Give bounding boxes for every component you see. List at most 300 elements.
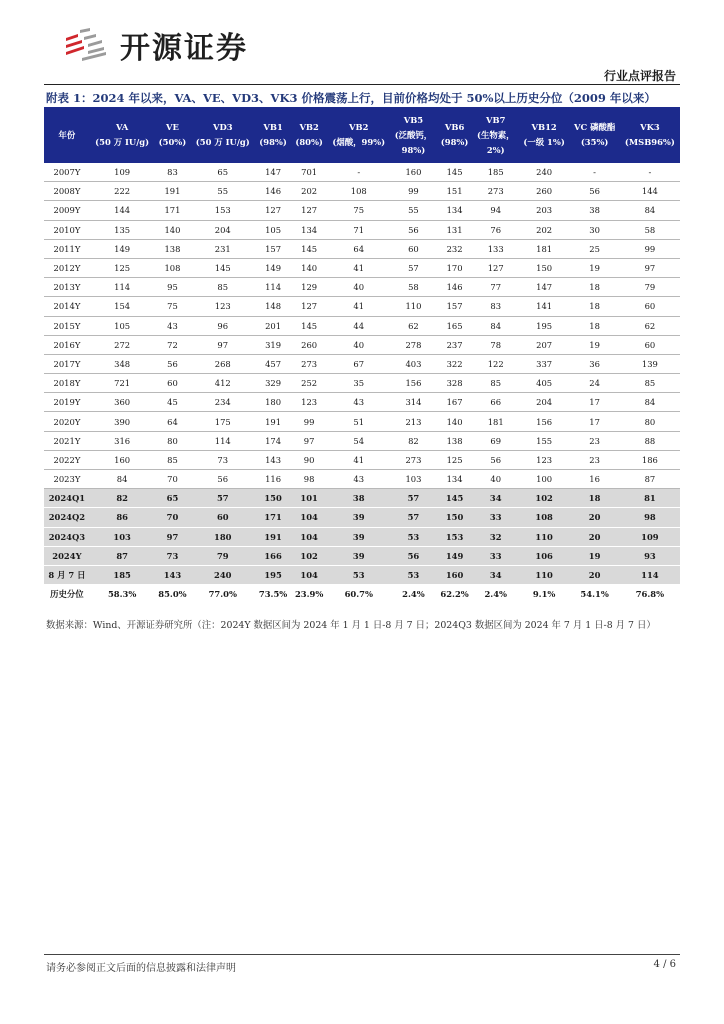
column-header — [44, 107, 90, 163]
table-cell: 273 — [291, 354, 327, 373]
table-row — [44, 431, 680, 450]
column-header-line: 98%) — [401, 144, 426, 155]
row-label-cell: 2012Y — [44, 258, 90, 277]
table-cell: 85.0% — [154, 585, 190, 604]
table-cell: 273 — [390, 450, 436, 469]
table-cell: - — [569, 163, 619, 182]
table-cell: 195 — [255, 565, 291, 584]
column-header-line: VA — [115, 122, 129, 132]
table-cell: 75 — [154, 297, 190, 316]
column-header-line: (泛酸钙， — [394, 129, 433, 140]
table-cell: 337 — [519, 354, 570, 373]
table-cell: 56 — [390, 546, 436, 565]
highlight-row — [44, 546, 680, 565]
table-cell: 145 — [291, 316, 327, 335]
column-header-line: (98%) — [440, 137, 469, 147]
table-cell: 191 — [255, 527, 291, 546]
table-cell: 127 — [291, 201, 327, 220]
table-cell: 60 — [620, 335, 680, 354]
table-cell: 390 — [90, 412, 155, 431]
table-cell: 171 — [154, 201, 190, 220]
table-cell: 97 — [190, 335, 255, 354]
table-cell: 40 — [473, 470, 519, 489]
column-header — [291, 107, 327, 163]
table-cell: 30 — [569, 220, 619, 239]
table-cell: 134 — [291, 220, 327, 239]
table-cell: 144 — [90, 201, 155, 220]
table-cell: 134 — [437, 201, 473, 220]
table-cell: 329 — [255, 374, 291, 393]
table-cell: 90 — [291, 450, 327, 469]
table-cell: 181 — [473, 412, 519, 431]
table-cell: 57 — [390, 258, 436, 277]
column-header — [519, 107, 570, 163]
row-label-cell: 2015Y — [44, 316, 90, 335]
table-cell: 114 — [255, 278, 291, 297]
table-row — [44, 374, 680, 393]
table-cell: 2.4% — [473, 585, 519, 604]
table-cell: 64 — [154, 412, 190, 431]
table-cell: 278 — [390, 335, 436, 354]
logo-text: 开源证券 — [120, 31, 248, 66]
table-cell: 98 — [620, 508, 680, 527]
table-cell: 84 — [620, 201, 680, 220]
table-row — [44, 239, 680, 258]
row-label-cell: 2022Y — [44, 450, 90, 469]
table-row — [44, 182, 680, 201]
table-cell: 88 — [620, 431, 680, 450]
table-cell: 18 — [569, 316, 619, 335]
table-cell: 56 — [390, 220, 436, 239]
table-cell: 66 — [473, 393, 519, 412]
table-cell: 82 — [90, 489, 155, 508]
table-cell: 319 — [255, 335, 291, 354]
table-cell: 97 — [154, 527, 190, 546]
table-cell: 146 — [437, 278, 473, 297]
table-row — [44, 470, 680, 489]
table-cell: 62 — [390, 316, 436, 335]
table-cell: 102 — [291, 546, 327, 565]
table-cell: 412 — [190, 374, 255, 393]
table-cell: 360 — [90, 393, 155, 412]
table-cell: 82 — [390, 431, 436, 450]
table-cell: 99 — [291, 412, 327, 431]
table-cell: 134 — [437, 470, 473, 489]
table-row — [44, 393, 680, 412]
table-cell: 160 — [437, 565, 473, 584]
table-cell: 165 — [437, 316, 473, 335]
table-cell: 70 — [154, 470, 190, 489]
table-cell: 103 — [90, 527, 155, 546]
table-cell: 721 — [90, 374, 155, 393]
table-cell: 106 — [519, 546, 570, 565]
table-cell: 145 — [437, 163, 473, 182]
table-cell: 98 — [291, 470, 327, 489]
table-cell: 34 — [473, 489, 519, 508]
row-label-cell: 2024Q2 — [44, 508, 90, 527]
row-label-cell: 2023Y — [44, 470, 90, 489]
table-cell: 207 — [519, 335, 570, 354]
header-divider — [44, 84, 680, 85]
column-header — [569, 107, 619, 163]
table-cell: 104 — [291, 508, 327, 527]
table-cell: 65 — [154, 489, 190, 508]
table-cell: 76.8% — [620, 585, 680, 604]
table-cell: 181 — [519, 239, 570, 258]
table-cell: 174 — [255, 431, 291, 450]
table-cell: 64 — [327, 239, 390, 258]
column-header-line: VD3 — [212, 122, 233, 132]
table-cell: 108 — [519, 508, 570, 527]
table-cell: 72 — [154, 335, 190, 354]
column-header-line: (98%) — [259, 137, 287, 147]
table-cell: 170 — [437, 258, 473, 277]
column-header-line: VB12 — [531, 122, 557, 132]
table-cell: 145 — [291, 239, 327, 258]
table-cell: 316 — [90, 431, 155, 450]
history-percentile-row — [44, 585, 680, 604]
column-header — [327, 107, 390, 163]
table-cell: 40 — [327, 278, 390, 297]
table-cell: 87 — [620, 470, 680, 489]
table-cell: 123 — [519, 450, 570, 469]
table-cell: 105 — [90, 316, 155, 335]
column-header-line: (50 万 IU/g) — [195, 137, 250, 147]
table-cell: 54.1% — [569, 585, 619, 604]
table-cell: 33 — [473, 508, 519, 527]
table-header-row — [44, 107, 680, 163]
table-cell: 108 — [154, 258, 190, 277]
table-cell: 39 — [327, 546, 390, 565]
column-header-line: (35%) — [580, 137, 609, 147]
table-cell: 41 — [327, 450, 390, 469]
table-cell: 38 — [569, 201, 619, 220]
table-row — [44, 201, 680, 220]
table-cell: 348 — [90, 354, 155, 373]
report-type: 行业点评报告 — [603, 69, 676, 83]
row-label-cell: 2024Q1 — [44, 489, 90, 508]
table-cell: 83 — [473, 297, 519, 316]
table-cell: 138 — [437, 431, 473, 450]
table-cell: 157 — [255, 239, 291, 258]
table-cell: 204 — [519, 393, 570, 412]
table-cell: 180 — [190, 527, 255, 546]
table-cell: 171 — [255, 508, 291, 527]
table-row — [44, 354, 680, 373]
column-header-line: VK3 — [640, 122, 660, 132]
table-cell: 53 — [390, 527, 436, 546]
table-cell: 148 — [255, 297, 291, 316]
table-cell: 191 — [255, 412, 291, 431]
table-cell: 145 — [190, 258, 255, 277]
column-header — [90, 107, 155, 163]
table-cell: 76 — [473, 220, 519, 239]
table-cell: 51 — [327, 412, 390, 431]
table-cell: 32 — [473, 527, 519, 546]
table-cell: 150 — [255, 489, 291, 508]
table-cell: 2.4% — [390, 585, 436, 604]
table-cell: 143 — [255, 450, 291, 469]
table-cell: 154 — [90, 297, 155, 316]
table-cell: 75 — [327, 201, 390, 220]
table-cell: 57 — [390, 508, 436, 527]
table-cell: 57 — [190, 489, 255, 508]
row-label-cell: 2020Y — [44, 412, 90, 431]
page-number: 4 / 6 — [653, 959, 676, 970]
column-header — [390, 107, 436, 163]
table-cell: 54 — [327, 431, 390, 450]
table-row — [44, 316, 680, 335]
table-cell: 127 — [291, 297, 327, 316]
table-cell: 101 — [291, 489, 327, 508]
table-cell: 109 — [620, 527, 680, 546]
row-label-cell: 2024Y — [44, 546, 90, 565]
table-cell: 84 — [473, 316, 519, 335]
row-label-cell: 2014Y — [44, 297, 90, 316]
table-body — [44, 163, 680, 603]
company-logo — [60, 22, 280, 68]
row-label-cell: 历史分位 — [44, 585, 90, 604]
footer-divider — [44, 954, 680, 955]
row-label-cell: 2011Y — [44, 239, 90, 258]
table-cell: 149 — [90, 239, 155, 258]
table-cell: 71 — [327, 220, 390, 239]
table-cell: 100 — [519, 470, 570, 489]
table-cell: 20 — [569, 565, 619, 584]
table-cell: 701 — [291, 163, 327, 182]
table-cell: 141 — [519, 297, 570, 316]
column-header-line: (生物素， — [476, 129, 515, 140]
table-cell: 58 — [390, 278, 436, 297]
table-cell: 60 — [390, 239, 436, 258]
table-cell: 151 — [437, 182, 473, 201]
table-cell: 97 — [620, 258, 680, 277]
highlight-row — [44, 565, 680, 584]
table-cell: 114 — [190, 431, 255, 450]
table-cell: 93 — [620, 546, 680, 565]
table-cell: 97 — [291, 431, 327, 450]
column-header-line: VB1 — [263, 122, 283, 132]
table-cell: 153 — [190, 201, 255, 220]
table-cell: 36 — [569, 354, 619, 373]
table-cell: 60 — [620, 297, 680, 316]
table-cell: 149 — [437, 546, 473, 565]
table-cell: 166 — [255, 546, 291, 565]
table-cell: 96 — [190, 316, 255, 335]
table-cell: 203 — [519, 201, 570, 220]
highlight-row — [44, 489, 680, 508]
table-cell: 53 — [390, 565, 436, 584]
row-label-cell: 8 月 7 日 — [44, 565, 90, 584]
column-header-line: VB7 — [486, 114, 506, 125]
table-cell: 94 — [473, 201, 519, 220]
table-cell: 65 — [190, 163, 255, 182]
table-cell: 79 — [190, 546, 255, 565]
table-cell: 133 — [473, 239, 519, 258]
row-label-cell: 2016Y — [44, 335, 90, 354]
table-caption: 附表 1：2024 年以来，VA、VE、VD3、VK3 价格震荡上行，目前价格均处于 50%以上历史分位（2009 年以来） — [46, 91, 656, 105]
column-header-line: VB5 — [403, 114, 424, 125]
table-cell: 123 — [291, 393, 327, 412]
column-header-line: (一级 1%) — [523, 137, 565, 147]
table-cell: 19 — [569, 546, 619, 565]
table-cell: 56 — [190, 470, 255, 489]
column-header-line: VC 磷酸酯 — [573, 122, 616, 132]
column-header-line: 2%) — [486, 144, 505, 155]
row-label-cell: 2021Y — [44, 431, 90, 450]
table-cell: 79 — [620, 278, 680, 297]
table-cell: 24 — [569, 374, 619, 393]
table-cell: 85 — [473, 374, 519, 393]
table-cell: 78 — [473, 335, 519, 354]
table-cell: 125 — [437, 450, 473, 469]
table-cell: 150 — [519, 258, 570, 277]
table-cell: 9.1% — [519, 585, 570, 604]
table-cell: 95 — [154, 278, 190, 297]
table-cell: 260 — [291, 335, 327, 354]
table-cell: 240 — [519, 163, 570, 182]
table-cell: 140 — [437, 412, 473, 431]
table-cell: 23 — [569, 450, 619, 469]
table-cell: 160 — [90, 450, 155, 469]
table-cell: 135 — [90, 220, 155, 239]
table-cell: 156 — [390, 374, 436, 393]
column-header — [154, 107, 190, 163]
table-cell: 73.5% — [255, 585, 291, 604]
table-cell: 39 — [327, 527, 390, 546]
table-cell: 160 — [390, 163, 436, 182]
table-cell: 41 — [327, 258, 390, 277]
table-cell: 25 — [569, 239, 619, 258]
table-cell: 108 — [327, 182, 390, 201]
table-cell: 157 — [437, 297, 473, 316]
table-row — [44, 450, 680, 469]
table-cell: 19 — [569, 335, 619, 354]
table-cell: 41 — [327, 297, 390, 316]
table-cell: 186 — [620, 450, 680, 469]
column-header-line: VB6 — [444, 122, 465, 132]
table-cell: 23 — [569, 431, 619, 450]
table-cell: 87 — [90, 546, 155, 565]
table-cell: 33 — [473, 546, 519, 565]
table-cell: 40 — [327, 335, 390, 354]
table-cell: 231 — [190, 239, 255, 258]
table-cell: 80 — [154, 431, 190, 450]
table-cell: 43 — [327, 393, 390, 412]
row-label-cell: 2019Y — [44, 393, 90, 412]
table-cell: 114 — [90, 278, 155, 297]
table-row — [44, 163, 680, 182]
table-cell: 84 — [90, 470, 155, 489]
table-cell: 222 — [90, 182, 155, 201]
table-cell: 103 — [390, 470, 436, 489]
table-cell: 60 — [154, 374, 190, 393]
table-row — [44, 297, 680, 316]
table-cell: 56 — [569, 182, 619, 201]
table-cell: 153 — [437, 527, 473, 546]
table-cell: 139 — [620, 354, 680, 373]
table-cell: 34 — [473, 565, 519, 584]
table-cell: 175 — [190, 412, 255, 431]
table-cell: 260 — [519, 182, 570, 201]
table-cell: 234 — [190, 393, 255, 412]
table-cell: 131 — [437, 220, 473, 239]
table-cell: 53 — [327, 565, 390, 584]
table-cell: 185 — [90, 565, 155, 584]
table-cell: 167 — [437, 393, 473, 412]
table-cell: 60.7% — [327, 585, 390, 604]
table-cell: 73 — [190, 450, 255, 469]
table-cell: 146 — [255, 182, 291, 201]
table-cell: 86 — [90, 508, 155, 527]
column-header — [473, 107, 519, 163]
table-row — [44, 335, 680, 354]
table-cell: 70 — [154, 508, 190, 527]
table-cell: 77 — [473, 278, 519, 297]
column-header — [255, 107, 291, 163]
column-header-line: (50%) — [158, 137, 187, 147]
table-cell: 273 — [473, 182, 519, 201]
table-cell: 123 — [190, 297, 255, 316]
table-cell: 83 — [154, 163, 190, 182]
table-cell: 85 — [154, 450, 190, 469]
column-header-line: VB2 — [299, 122, 319, 132]
table-cell: 204 — [190, 220, 255, 239]
table-cell: 114 — [620, 565, 680, 584]
table-cell: 16 — [569, 470, 619, 489]
table-cell: 56 — [473, 450, 519, 469]
table-cell: 191 — [154, 182, 190, 201]
table-cell: 143 — [154, 565, 190, 584]
table-cell: 57 — [390, 489, 436, 508]
table-cell: 105 — [255, 220, 291, 239]
table-cell: 201 — [255, 316, 291, 335]
row-label-cell: 2013Y — [44, 278, 90, 297]
table-cell: 125 — [90, 258, 155, 277]
table-cell: 110 — [519, 565, 570, 584]
logo-mark-icon — [60, 22, 114, 68]
table-cell: 43 — [154, 316, 190, 335]
highlight-row — [44, 527, 680, 546]
data-source-note: 数据来源：Wind、开源证券研究所（注：2024Y 数据区间为 2024 年 1 月 1 日-8 月 7 日；2024Q3 数据区间为 2024 年 7 月 1 日-8 月 7 日） — [46, 620, 656, 631]
table-cell: 99 — [620, 239, 680, 258]
table-cell: 43 — [327, 470, 390, 489]
table-cell: 138 — [154, 239, 190, 258]
table-cell: 23.9% — [291, 585, 327, 604]
table-cell: 195 — [519, 316, 570, 335]
table-cell: 403 — [390, 354, 436, 373]
row-label-cell: 2010Y — [44, 220, 90, 239]
table-cell: 62.2% — [437, 585, 473, 604]
table-cell: 457 — [255, 354, 291, 373]
column-header-line: VE — [166, 122, 179, 132]
column-header — [190, 107, 255, 163]
table-cell: 17 — [569, 393, 619, 412]
table-cell: 140 — [154, 220, 190, 239]
table-cell: 44 — [327, 316, 390, 335]
column-header-line: VB2 — [349, 122, 369, 132]
table-cell: 56 — [154, 354, 190, 373]
table-cell: 127 — [255, 201, 291, 220]
table-cell: 110 — [519, 527, 570, 546]
row-label-cell: 2018Y — [44, 374, 90, 393]
table-cell: 185 — [473, 163, 519, 182]
table-cell: 180 — [255, 393, 291, 412]
table-cell: 55 — [390, 201, 436, 220]
table-cell: 405 — [519, 374, 570, 393]
highlight-row — [44, 508, 680, 527]
row-label-cell: 2009Y — [44, 201, 90, 220]
